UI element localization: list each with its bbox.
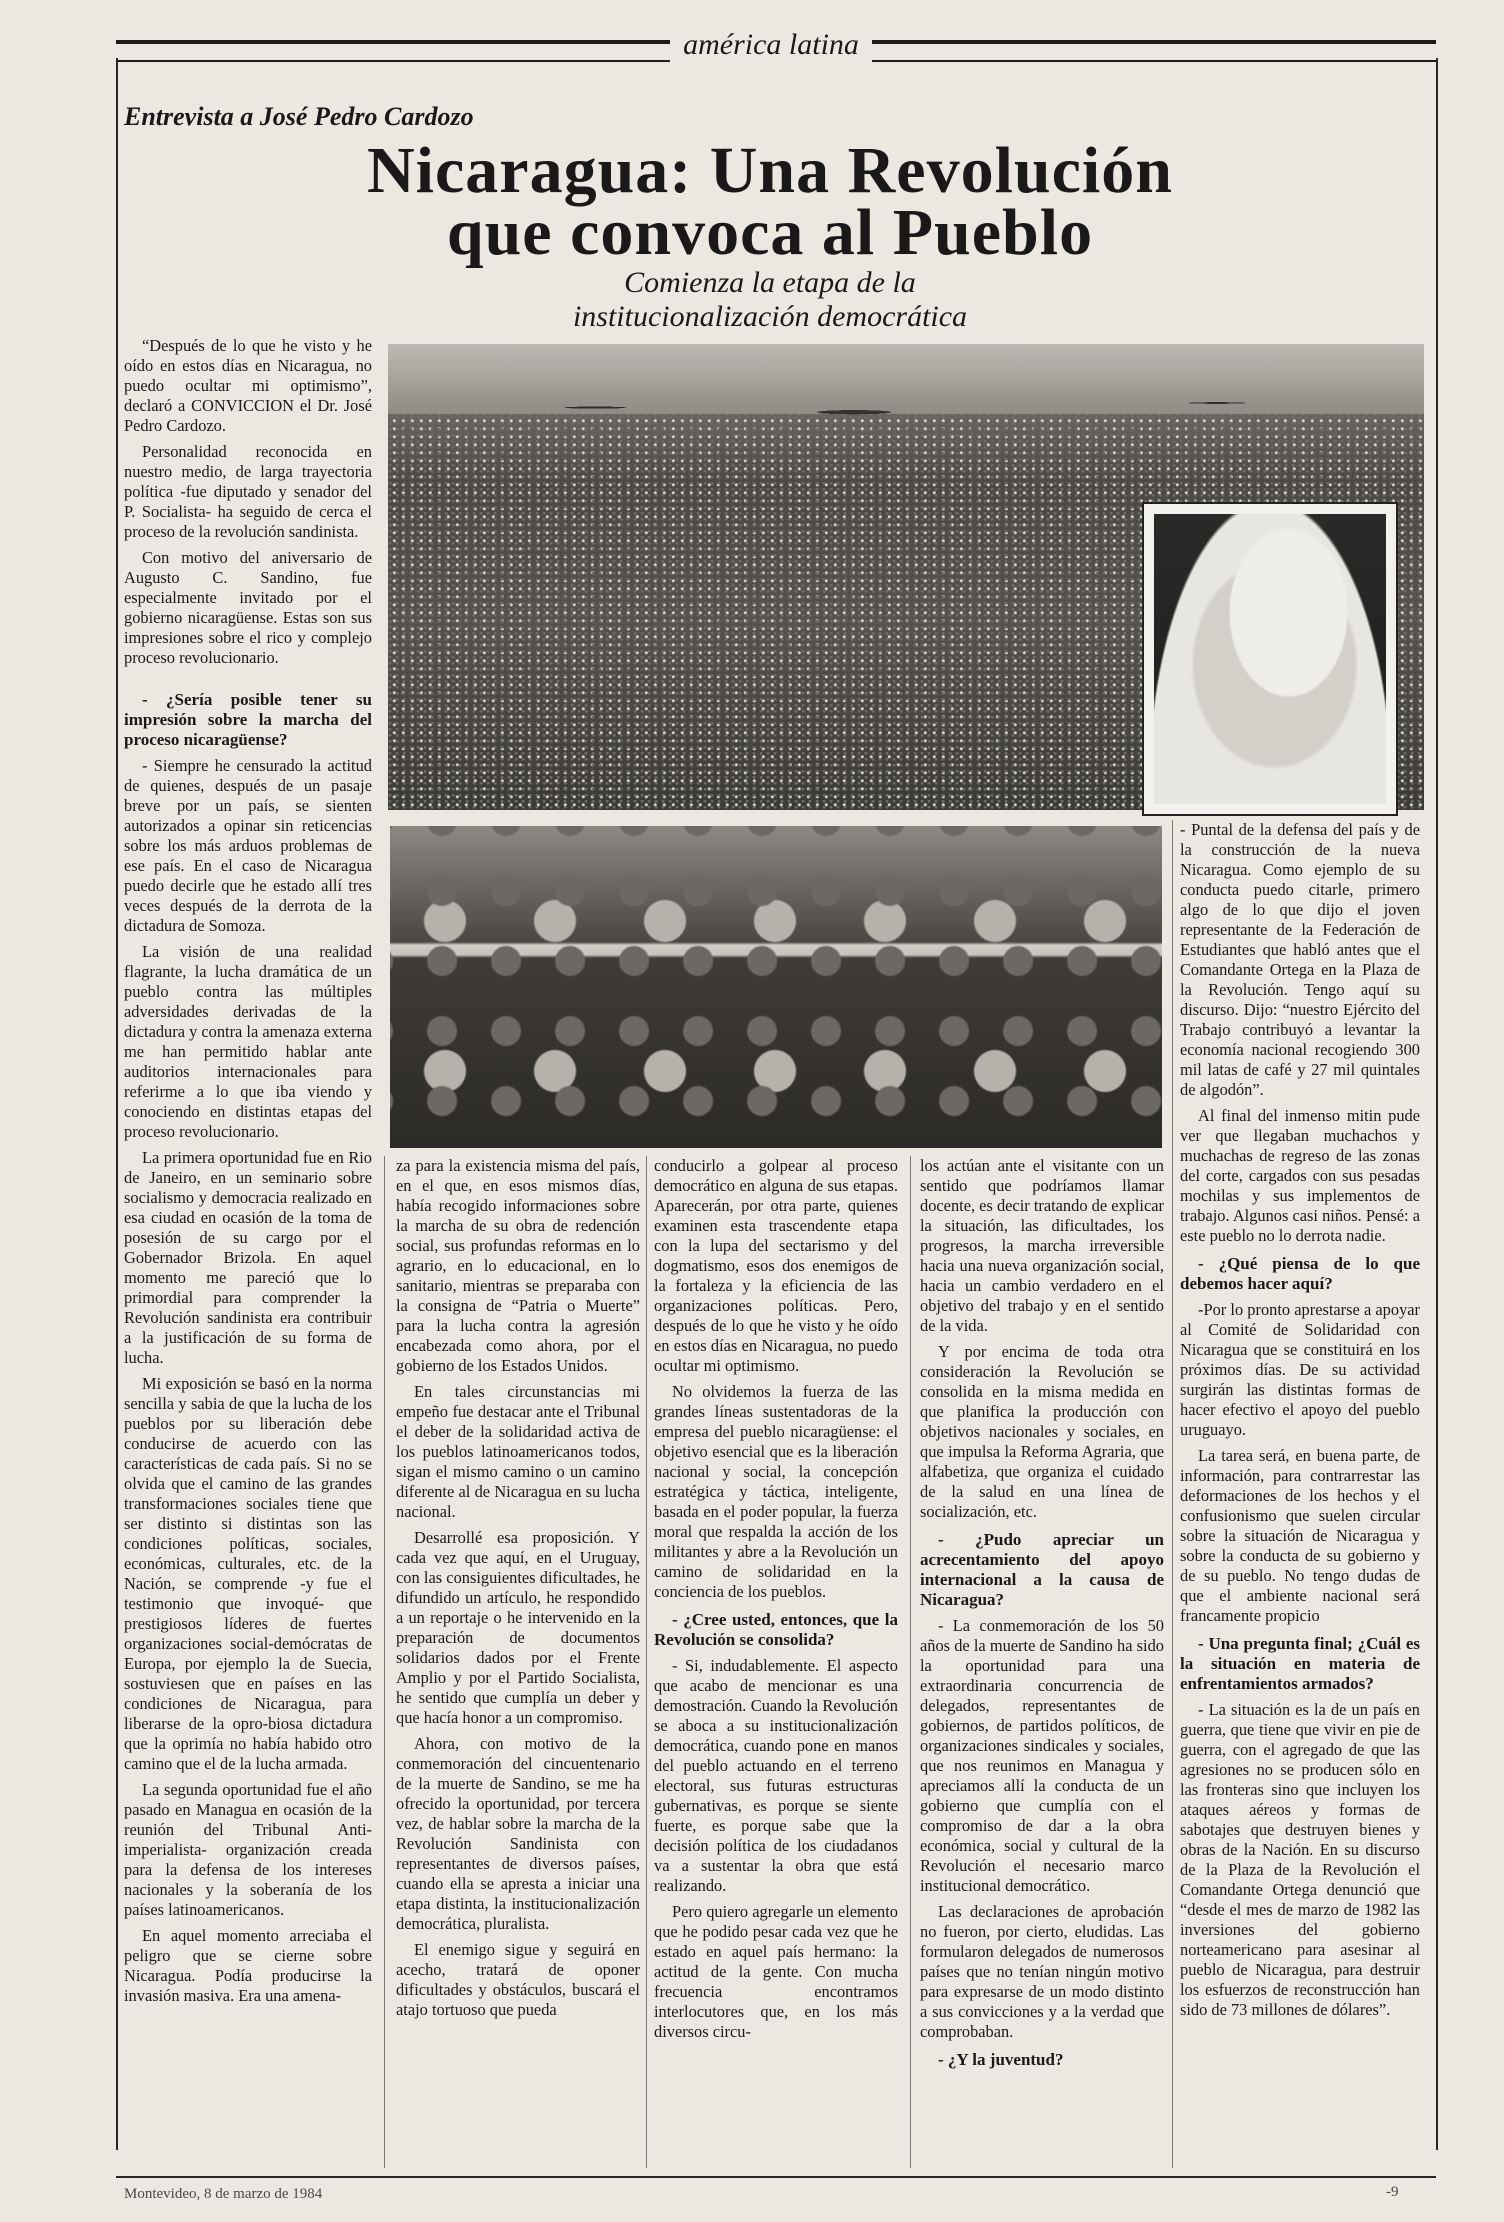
answer-paragraph: La primera oportunidad fue en Rio de Janeiro, en un seminario sobre socialismo y democracia realizado en esa ciudad en ocasión de la toma de posesión de su cargo por el Gobernador Brizola. En aquel momento me pareció que lo primordial para comprender la Revolución sandinista era contribuir a la justificación de su forma de lucha. — [124, 1148, 372, 1367]
column-3 — [654, 1156, 898, 2042]
subheadline — [420, 266, 1120, 334]
bottom-rule — [116, 2176, 1436, 2178]
interview-kicker: Entrevista a José Pedro Cardozo — [124, 102, 474, 131]
answer-paragraph: Las declaraciones de aprobación no fueron, por cierto, eludidas. Las formularon delegados de numerosos países que no tenían ningún motivo para expresarse de un modo distinto a sus convicciones y a la verdad que comprobaban. — [920, 1902, 1164, 2041]
column-rule — [1172, 820, 1173, 2168]
leaders-photo — [390, 826, 1162, 1148]
intro-paragraph: Personalidad reconocida en nuestro medio, de larga trayectoria política -fue diputado y senador del P. Socialista- ha seguido de cerca el proceso de la revolución sandinista. — [124, 442, 372, 541]
body-paragraph: Ahora, con motivo de la conmemoración del cincuentenario de la muerte de Sandino, se me ha ofrecido la oportunidad, por tercera vez, de hablar sobre la marcha de la Revolución Sandinista con representantes de diversos países, cuando ella se apresta a iniciar una etapa distinta, la institucionalización democrática, pluralista. — [396, 1734, 640, 1933]
headline-line-2: que convoca al Pueblo — [446, 196, 1094, 269]
question: - ¿Pudo apreciar un acrecentamiento del apoyo internacional a la causa de Nicaragua? — [920, 1530, 1164, 1609]
body-paragraph: za para la existencia misma del país, en el que, en esos mismos días, había recogido informaciones sobre la marcha de su obra de redención social, sus profundas reformas en lo agrario, en lo educacional, en lo sanitario, mientras se preparaba con la consigna de “Patria o Muerte” para la lucha contra la agresión encabezada como ahora, por el gobierno de los Estados Unidos. — [396, 1156, 640, 1375]
question: - Una pregunta final; ¿Cuál es la situación en materia de enfrentamientos armados? — [1180, 1634, 1420, 1693]
question: - ¿Cree usted, entonces, que la Revolución se consolida? — [654, 1610, 898, 1649]
answer-paragraph: La visión de una realidad flagrante, la lucha dramática de un pueblo contra las múltiples adversidades derivadas de la dictadura y contra la amenaza externa me han permitido hablar ante auditorios internacionales para referirme a lo que iba viendo y conociendo en distintas etapas del proceso revolucionario. — [124, 942, 372, 1141]
body-paragraph: En tales circunstancias mi empeño fue destacar ante el Tribunal el deber de la solidaridad activa de los pueblos latinoamericanos todos, sigan el mismo camino o un camino diferente al de Nicaragua en su lucha nacional. — [396, 1382, 640, 1521]
answer-paragraph: Pero quiero agregarle un elemento que he podido pesar cada vez que he estado en aquel país hermano: la actitud de la gente. Con mucha frecuencia encontramos interlocutores que, en los más diversos circu- — [654, 1902, 898, 2041]
body-paragraph: Desarrollé esa proposición. Y cada vez que aquí, en el Uruguay, con las consiguientes dificultades, he difundido un artículo, he respondido a un reportaje o he intervenido en la preparación de documentos solidarios dados por el Frente Amplio y por el Partido Socialista, he sentido que cumplía un deber y que hacía honor a un compromiso. — [396, 1528, 640, 1727]
column-rule — [646, 1156, 647, 2168]
answer-paragraph: Al final del inmenso mitin pude ver que llegaban muchachos y muchachas de regreso de las zonas del corte, cargados con sus pesadas mochilas y sus implementos de trabajo. Algunos casi niños. Pensé: a este pueblo no lo derrota nadie. — [1180, 1106, 1420, 1245]
headline — [220, 134, 1320, 269]
body-paragraph: Y por encima de toda otra consideración la Revolución se consolida en la misma medida en que planifica la producción con objetivos nacionales y sociales, en que impulsa la Reforma Agraria, que alfabetiza, que organiza el cuidado de la salud en una línea de socialización, etc. — [920, 1342, 1164, 1521]
intro-paragraph: “Después de lo que he visto y he oído en estos días en Nicaragua, no puedo ocultar mi optimismo”, declaró a CONVICCION el Dr. José Pedro Cardozo. — [124, 336, 372, 435]
column-rule — [384, 1156, 385, 2168]
answer-paragraph: -Por lo pronto aprestarse a apoyar al Comité de Solidaridad con Nicaragua que se constituirá en los próximos días. De su actividad surgirán las distintas formas de hacer efectivo el apoyo del pueblo uruguayo. — [1180, 1300, 1420, 1439]
column-rule — [910, 1156, 911, 2168]
body-paragraph: No olvidemos la fuerza de las grandes líneas sustentadoras de la empresa del pueblo nicaragüense: el objetivo esencial que es la liberación nacional y social, la concepción estratégica y táctica, inteligente, basada en el poder popular, la fuerza moral que respalda la acción de los militantes y abre a la Revolución un camino de solidaridad en la conciencia de los pueblos. — [654, 1382, 898, 1601]
body-paragraph: los actúan ante el visitante con un sentido que podríamos llamar docente, es decir tratando de explicar la situación, las dificultades, los progresos, la marcha irreversible hacia una nueva organización social, hacia un cambio verdadero en el objetivo del trabajo y en el sentido de la vida. — [920, 1156, 1164, 1335]
answer-paragraph: La segunda oportunidad fue el año pasado en Managua en ocasión de la reunión del Tribunal Anti-imperialista- organización creada para la defensa de los intereses nacionales y la soberanía de los países latinoamericanos. — [124, 1780, 372, 1919]
answer-paragraph: En aquel momento arreciaba el peligro que se cierne sobre Nicaragua. Podía producirse la invasión masiva. Era una amena- — [124, 1926, 372, 2005]
crowd-photo-trees — [388, 380, 1424, 426]
answer-paragraph: - La conmemoración de los 50 años de la muerte de Sandino ha sido la oportunidad para una extraordinaria concurrencia de delegados, representantes de gobiernos, de partidos políticos, de organizaciones sindicales y sociales, que nos reunimos en Managua y apreciamos allí la conducta de un gobierno que cumplía con el compromiso de dar a la obra económica, social y cultural de la Revolución el necesario marco institucional democrático. — [920, 1616, 1164, 1895]
question: - ¿Sería posible tener su impresión sobre la marcha del proceso nicaragüense? — [124, 690, 372, 749]
question: - ¿Qué piensa de lo que debemos hacer aquí? — [1180, 1254, 1420, 1293]
column-4 — [920, 1156, 1164, 2072]
body-paragraph: conducirlo a golpear al proceso democrático en alguna de sus etapas. Aparecerán, por otra parte, quienes examinen esta trascendente etapa con la lupa del sectarismo y del dogmatismo, esos dos enemigos de la fortaleza y la eficiencia de las organizaciones políticas. Pero, después de lo que he visto y he oído en estos días en Nicaragua, no puedo ocultar mi optimismo. — [654, 1156, 898, 1375]
column-5 — [1180, 820, 1420, 2020]
answer-paragraph: - Si, indudablemente. El aspecto que acabo de mencionar es una demostración. Cuando la Revolución se aboca a su institucionalización democrática, cuando pone en manos del pueblo actuando en el terreno electoral, sus futuras estructuras gubernativas, es porque se siente fuerte, es porque sabe que la decisión política de los ciudadanos va a sustentar la obra que está realizando. — [654, 1656, 898, 1895]
answer-paragraph: Mi exposición se basó en la norma sencilla y sabia de que la lucha de los pueblos por su liberación debe conducirse de acuerdo con las características de cada país. Si no se olvida que el camino de las grandes transformaciones sociales tiene que ser distinto si distintas son las condiciones políticas, sociales, económicas, culturales, etc. de la Nación, se comprende -y fue el testimonio que invoqué- que prestigiosos líderes de fuertes organizaciones social-demócratas de Europa, por ejemplo la de Suecia, sostuviesen que en países en las condiciones de Nicaragua, para liberarse de la opro-biosa dictadura que la oprimía no había habido otro camino que el de la lucha armada. — [124, 1374, 372, 1773]
answer-paragraph: - Puntal de la defensa del país y de la construcción de la nueva Nicaragua. Como ejemplo de su conducta puedo citarle, primero algo de lo que dijo el joven representante de la Federación de Estudiantes que habló antes que el Comandante Ortega en la Plaza de la Revolución. Tengo aquí su discurso. Dijo: “nuestro Ejército del Trabajo contribuyó a levantar la economía nacional recogiendo 300 mil latas de café y 27 mil quintales de algodón”. — [1180, 820, 1420, 1099]
body-paragraph: El enemigo sigue y seguirá en acecho, tratará de oponer dificultades y obstáculos, buscará el atajo tortuoso que pueda — [396, 1940, 640, 2019]
dateline: Montevideo, 8 de marzo de 1984 — [124, 2186, 323, 2202]
column-2 — [396, 1156, 640, 2020]
headline-line-1: Nicaragua: Una Revolución — [367, 134, 1173, 207]
column-1 — [124, 336, 372, 2006]
question: - ¿Y la juventud? — [938, 2050, 1064, 2069]
answer-paragraph: - Siempre he censurado la actitud de quienes, después de un pasaje breve por un país, se sienten autorizados a opinar sin reticencias sobre los más arduos problemas de ese país. En el caso de Nicaragua puedo decirle que he estado allí tres veces después de la derrota de la dictadura de Somoza. — [124, 756, 372, 935]
page-number: -9 — [1386, 2184, 1399, 2200]
subheadline-line-1: Comienza la etapa de la — [624, 266, 916, 299]
section-label: américa latina — [670, 26, 872, 64]
portrait-photo — [1144, 504, 1396, 814]
subheadline-line-2: institucionalización democrática — [572, 300, 968, 333]
answer-paragraph: - La situación es la de un país en guerra, que tiene que vivir en pie de guerra, con el agregado de que las agresiones no se producen sólo en las fronteras sino que incluyen los ataques aéreos y formas de sabotajes que destruyen bienes y obras de la Nación. En su discurso de la Plaza de la Revolución el Comandante Ortega denunció que “desde el mes de marzo de 1982 las inversiones del gobierno norteamericano para asesinar al pueblo de Nicaragua, para destruir los esfuerzos de reconstrucción han sido de 73 millones de dólares”. — [1180, 1700, 1420, 2019]
answer-paragraph: La tarea será, en buena parte, de información, para contrarrestar las deformaciones de los hechos y el confusionismo que suelen circular sobre la situación de Nicaragua y sobre la conducta de su gobierno y de su pueblo. No tengo dudas de que el ambiente nacional será francamente propicio — [1180, 1446, 1420, 1625]
intro-paragraph: Con motivo del aniversario de Augusto C. Sandino, fue especialmente invitado por el gobierno nicaragüense. Estas son sus impresiones sobre el rico y complejo proceso revolucionario. — [124, 548, 372, 667]
